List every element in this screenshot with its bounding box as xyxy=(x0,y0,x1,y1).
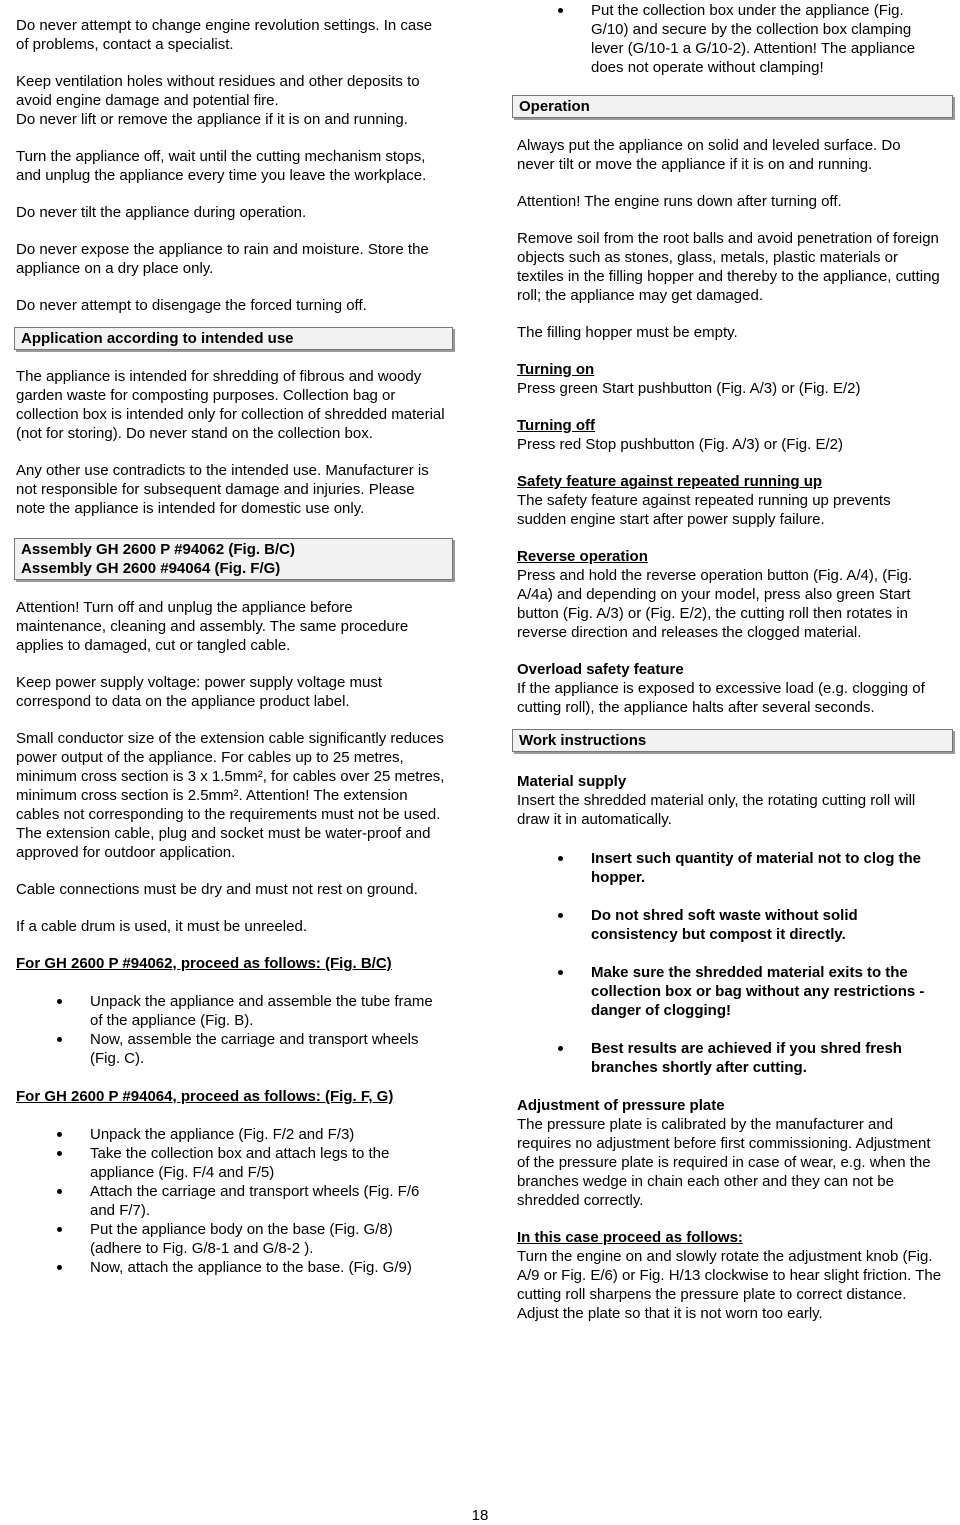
paragraph: Do never attempt to disengage the forced turning off. xyxy=(16,297,367,314)
page-number: 18 xyxy=(471,1507,489,1524)
paragraph: Always put the appliance on solid and leveled surface. Do never tilt or move the appliance if it is on and running. xyxy=(517,137,901,173)
list-item: Now, attach the appliance to the base. (Fig. G/9) xyxy=(16,1258,446,1277)
assembly-heading-line-1: Assembly GH 2600 P #94062 (Fig. B/C) xyxy=(21,541,296,558)
list-item: Put the collection box under the appliance (Fig. G/10) and secure by the collection box clamping lever (G/10-1 a G/10-2). Attention! The appliance does not operate without clamping! xyxy=(517,1,942,77)
paragraph: Attention! Turn off and unplug the appliance before maintenance, cleaning and assembly. The same procedure applies to damaged, cut or tangled cable. xyxy=(16,599,409,654)
safety-heading: Safety feature against repeated running up xyxy=(517,473,823,490)
reverse-text: Press and hold the reverse operation button (Fig. A/4), (Fig. A/4a) and depending on your model, press also green Start button (Fig. A/3) or (Fig. E/2), the cutting roll then rotates in reverse direction and releases the clogged material. xyxy=(517,567,913,641)
overload-text: If the appliance is exposed to excessive load (e.g. clogging of cutting roll), the appliance halts after several seconds. xyxy=(517,680,925,716)
list-item: Best results are achieved if you shred fresh branches shortly after cutting. xyxy=(517,1039,942,1077)
paragraph: The filling hopper must be empty. xyxy=(517,324,738,341)
case-heading: In this case proceed as follows: xyxy=(517,1229,743,1246)
turning-off-text: Press red Stop pushbutton (Fig. A/3) or (Fig. E/2) xyxy=(517,436,843,453)
paragraph: Keep power supply voltage: power supply voltage must correspond to data on the appliance product label. xyxy=(16,674,383,710)
left-column xyxy=(16,16,446,1277)
paragraph: Do never lift or remove the appliance if it is on and running. xyxy=(16,111,408,128)
pressure-heading: Adjustment of pressure plate xyxy=(517,1097,725,1114)
material-text: Insert the shredded material only, the rotating cutting roll will draw it in automatically. xyxy=(517,792,916,828)
paragraph: Any other use contradicts to the intended use. Manufacturer is not responsible for subsequent damage and injuries. Please note the appliance is intended for domestic use only. xyxy=(16,462,429,517)
turning-on-heading: Turning on xyxy=(517,361,595,378)
paragraph: Do never attempt to change engine revolution settings. In case of problems, contact a specialist. xyxy=(16,17,433,53)
paragraph: Cable connections must be dry and must not rest on ground. xyxy=(16,881,418,898)
paragraph: Do never tilt the appliance during operation. xyxy=(16,204,307,221)
turning-on-text: Press green Start pushbutton (Fig. A/3) or (Fig. E/2) xyxy=(517,380,861,397)
paragraph: The appliance is intended for shredding of fibrous and woody garden waste for composting purposes. Collection bag or collection box is intended only for collection of shredded material (not for storing). Do never stand on the collection box. xyxy=(16,368,445,442)
turning-on-section xyxy=(517,360,942,398)
paragraph: Remove soil from the root balls and avoid penetration of foreign objects such as stones, glass, metals, plastic materials or textiles in the filling hopper and thereby to the appliance, cutting roll; the appliance may get damaged. xyxy=(517,230,940,304)
list-item: Insert such quantity of material not to clog the hopper. xyxy=(517,849,942,887)
work-instructions-heading: Work instructions xyxy=(512,729,953,752)
list-item: Now, assemble the carriage and transport wheels (Fig. C). xyxy=(16,1030,446,1068)
paragraph: Turn the appliance off, wait until the cutting mechanism stops, and unplug the appliance every time you leave the workplace. xyxy=(16,148,427,184)
assembly-heading xyxy=(14,538,453,580)
paragraph: Attention! The engine runs down after turning off. xyxy=(517,193,842,210)
procedure-heading-94064: For GH 2600 P #94064, proceed as follows: (Fig. F, G) xyxy=(16,1088,394,1105)
operation-heading: Operation xyxy=(512,95,953,118)
paragraph: If a cable drum is used, it must be unreeled. xyxy=(16,918,307,935)
list-item: Take the collection box and attach legs to the appliance (Fig. F/4 and F/5) xyxy=(16,1144,446,1182)
list-item: Unpack the appliance (Fig. F/2 and F/3) xyxy=(16,1125,446,1144)
paragraph: Small conductor size of the extension cable significantly reduces power output of the appliance. For cables up to 25 metres, minimum cross section is 3 x 1.5mm², for cables over 25 metres, minimum cross section is 2.5mm². Attention! The extension cables not corresponding to the requirements must not be used. The extension cable, plug and socket must be water-proof and approved for outdoor application. xyxy=(16,730,445,861)
pressure-text: The pressure plate is calibrated by the manufacturer and requires no adjustment before first commissioning. Adjustment of the pressure plate is required in case of wear, e.g. when the branches wedge in chain each other and they can not be shredded correctly. xyxy=(517,1116,931,1209)
safety-text: The safety feature against repeated running up prevents sudden engine start after power supply failure. xyxy=(517,492,891,528)
assembly-heading-line-2: Assembly GH 2600 #94064 (Fig. F/G) xyxy=(21,560,281,577)
overload-section xyxy=(517,660,942,717)
case-text: Turn the engine on and slowly rotate the adjustment knob (Fig. A/9 or Fig. E/6) or Fig. H/13 clockwise to hear slight friction. The cutting roll sharpens the pressure plate to correct distance. Adjust the plate so that it is not worn too early. xyxy=(517,1248,942,1322)
material-section xyxy=(517,772,942,829)
material-bold-list xyxy=(517,849,942,1077)
turning-off-heading: Turning off xyxy=(517,417,596,434)
list-item: Attach the carriage and transport wheels (Fig. F/6 and F/7). xyxy=(16,1182,446,1220)
turning-off-section xyxy=(517,416,942,454)
overload-heading: Overload safety feature xyxy=(517,661,684,678)
procedure-list-94062 xyxy=(16,992,446,1068)
case-section xyxy=(517,1228,942,1323)
material-heading: Material supply xyxy=(517,773,627,790)
list-item: Make sure the shredded material exits to the collection box or bag without any restrictions - danger of clogging! xyxy=(517,963,942,1020)
reverse-heading: Reverse operation xyxy=(517,548,648,565)
paragraph: Do never expose the appliance to rain and moisture. Store the appliance on a dry place only. xyxy=(16,241,429,277)
procedure-heading-94062: For GH 2600 P #94062, proceed as follows: (Fig. B/C) xyxy=(16,955,392,972)
intended-use-heading: Application according to intended use xyxy=(14,327,453,350)
procedure-list-94064 xyxy=(16,1125,446,1277)
collection-box-list xyxy=(591,1,942,77)
list-item: Unpack the appliance and assemble the tube frame of the appliance (Fig. B). xyxy=(16,992,446,1030)
paragraph: Keep ventilation holes without residues and other deposits to avoid engine damage and potential fire. xyxy=(16,73,420,109)
right-column xyxy=(517,1,942,1341)
safety-section xyxy=(517,472,942,529)
reverse-section xyxy=(517,547,942,642)
pressure-section xyxy=(517,1096,942,1210)
list-item: Do not shred soft waste without solid consistency but compost it directly. xyxy=(517,906,942,944)
list-item: Put the appliance body on the base (Fig. G/8) (adhere to Fig. G/8-1 and G/8-2 ). xyxy=(16,1220,446,1258)
